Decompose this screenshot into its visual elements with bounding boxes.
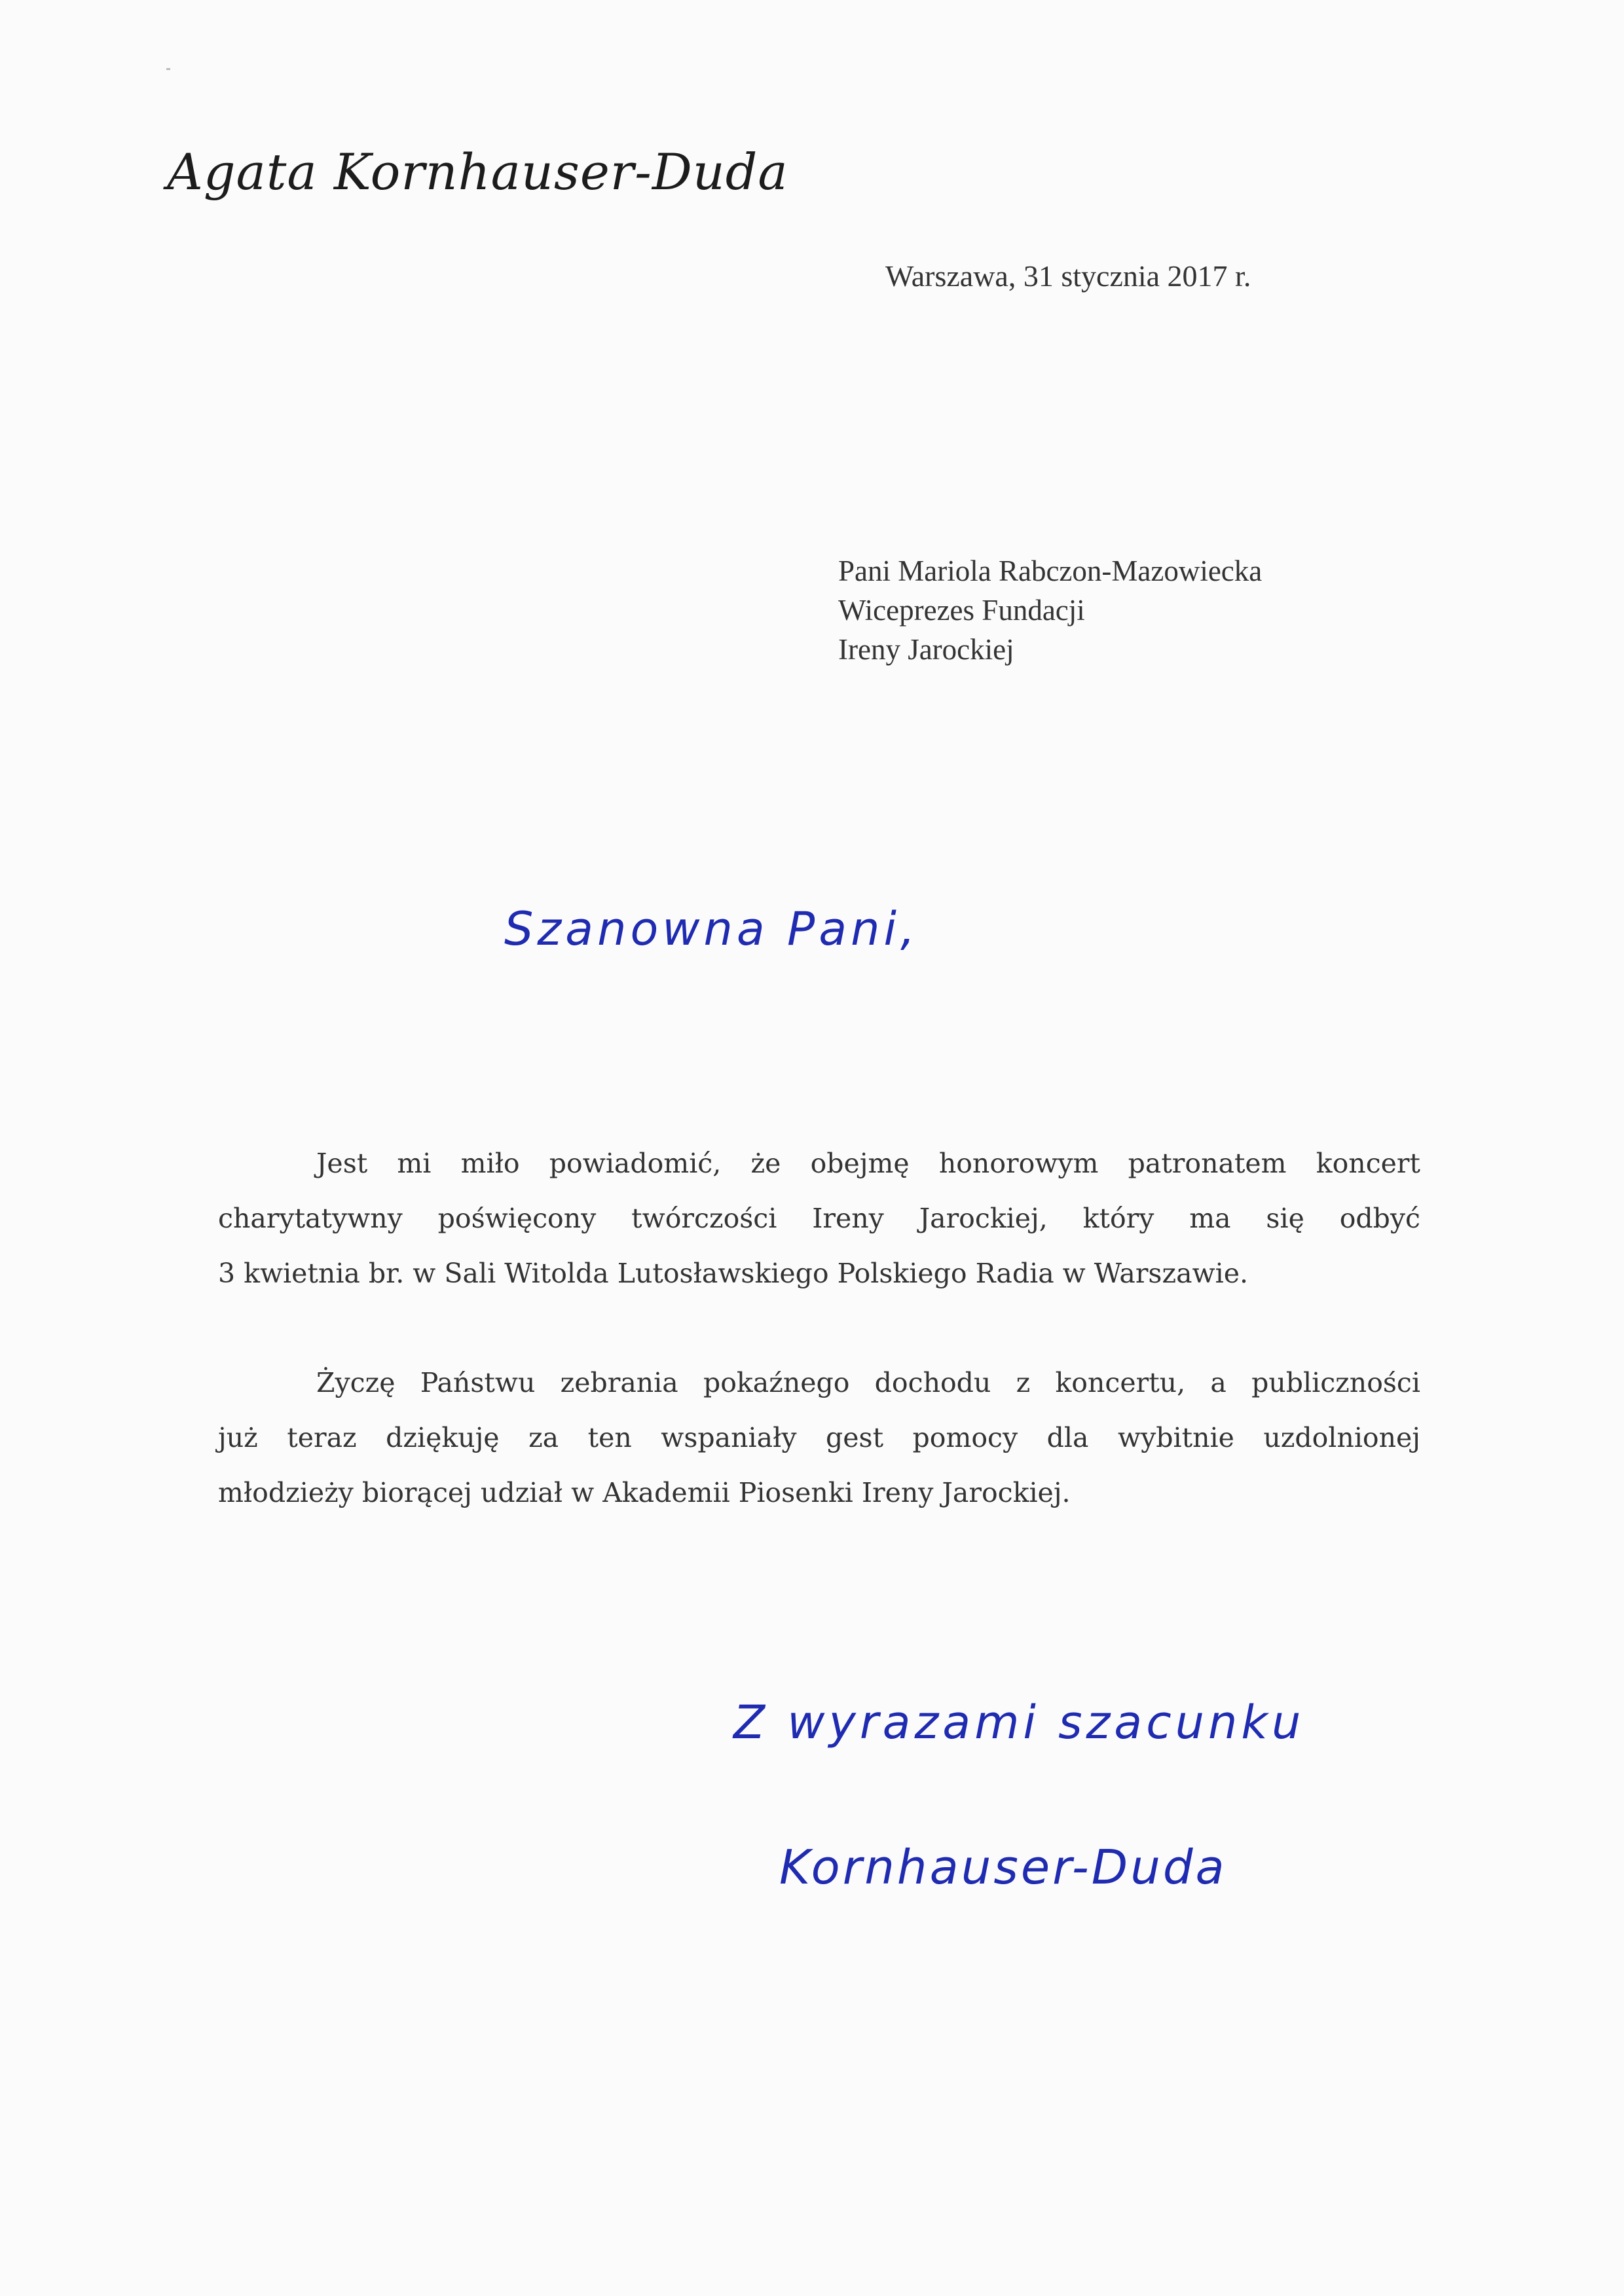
body-line: młodzieży biorącej udział w Akademii Piosenki Ireny Jarockiej.: [218, 1477, 1071, 1508]
body-line: 3 kwietnia br. w Sali Witolda Lutosławskiego Polskiego Radia w Warszawie.: [218, 1258, 1249, 1289]
handwritten-closing: Z wyrazami szacunku: [733, 1696, 1305, 1749]
recipient-line: Wiceprezes Fundacji: [838, 594, 1085, 627]
handwritten-signature: Kornhauser-Duda: [779, 1840, 1227, 1895]
recipient-line: Pani Mariola Rabczon-Mazowiecka: [838, 555, 1263, 587]
body-paragraph-2: [218, 1355, 1420, 1520]
handwritten-salutation: Szanowna Pani,: [504, 902, 919, 956]
scan-mark: [166, 68, 170, 70]
body-line: Życzę Państwu zebrania pokaźnego dochodu z koncertu, a publiczności: [316, 1367, 1420, 1398]
letterhead-name: Agata Kornhauser-Duda: [167, 143, 788, 201]
recipient-line: Ireny Jarockiej: [838, 633, 1014, 666]
body-line: charytatywny poświęcony twórczości Ireny Jarockiej, który ma się odbyć: [218, 1203, 1420, 1234]
body-paragraph-1: [218, 1136, 1420, 1301]
recipient-block: [838, 551, 1262, 669]
letter-date: Warszawa, 31 stycznia 2017 r.: [885, 259, 1251, 293]
body-line: Jest mi miło powiadomić, że obejmę honorowym patronatem koncert: [316, 1148, 1420, 1179]
body-line: już teraz dziękuję za ten wspaniały gest pomocy dla wybitnie uzdolnionej: [218, 1422, 1420, 1453]
